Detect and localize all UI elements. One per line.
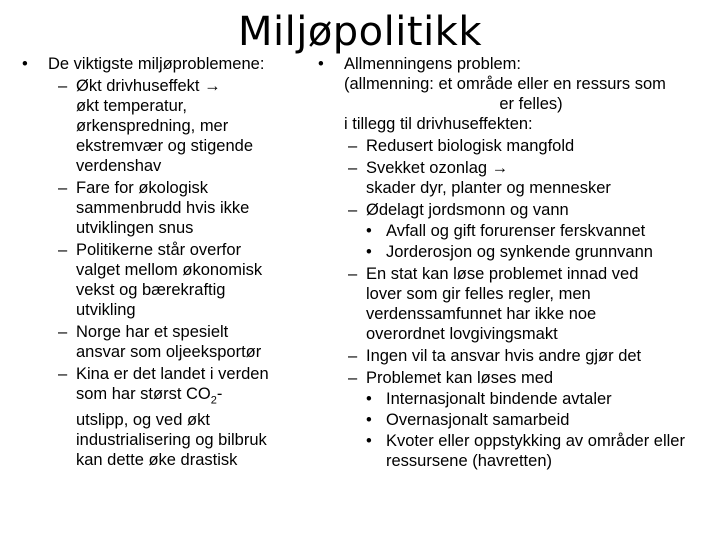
sub-list-item: • Kvoter eller oppstykking av områder eller ressursene (havretten) [366,432,685,470]
arrow-right-icon: → [204,77,221,95]
bullet-icon: • [22,55,28,73]
page-title: Miljøpolitikk [237,9,483,55]
list-item: – Politikerne står overfor valget mellom økonomisk vekst og bærekraftig utvikling [58,241,263,319]
list-item: – Problemet kan løses med • Internasjonalt bindende avtaler • Overnasjonalt samarbeid • Kvoter eller oppstykking av områder eller ressursene (havretten) [348,368,718,471]
bullet-icon: • [318,55,324,73]
list-item: – Svekket ozonlag → skader dyr, planter og mennesker [348,159,611,197]
list-item: – Ødelagt jordsmonn og vann • Avfall og gift forurenser ferskvannet • Jorderosjon og synkende grunnvann [348,201,653,261]
list-item: – Økt drivhuseffekt → økt temperatur, ørkenspredning, mer ekstremvær og stigende verdenshav [58,77,253,175]
list-item: – En stat kan løse problemet innad ved lover som gir felles regler, men verdenssamfunnet har ikke noe overordnet lovgivingsmakt [348,265,639,343]
list-item: – Fare for økologisk sammenbrudd hvis ikke utviklingen snus [58,179,250,237]
right-heading-bullet [318,54,718,74]
list-item: – Norge har et spesielt ansvar som oljeeksportør [58,323,262,361]
left-heading: De viktigste miljøproblemene: [48,55,265,73]
list-item: – Redusert biologisk mangfold [348,137,575,155]
sub-list-item: • Jorderosjon og synkende grunnvann [366,243,653,261]
right-heading: Allmenningens problem: [344,55,522,73]
sub-list-item: • Avfall og gift forurenser ferskvannet [366,222,646,240]
right-column: • Allmenningens problem: (allmenning: et område eller en ressurs som er felles) i tillegg til drivhuseffekten: – Redusert biologisk mangfold – Svekket ozonlag → skader dyr, planter og mennesker – Ødelagt jordsmonn og vann • Avfall og gift forurenser ferskvannet • Jorderosjon og synkende grunnvann – En stat kan løse problemet innad ved lover som gir felles regler, men verdenssamfunnet har ikke noe overordnet lovgivingsmakt – Ingen vil ta ansvar hvis andre gjør det – Problemet kan løses med • Internasjonalt bindende avtaler • Overnasjonalt samarbeid • Kvoter eller oppstykking av områder eller ressursene (havretten) [318,54,718,471]
list-item: – Kina er det landet i verden som har størst $CO_2-$ utslipp, og ved økt industrialisering og bilbruk kan dette øke drastisk [58,365,269,470]
left-heading-bullet [22,54,322,74]
arrow-right-icon: → [491,159,509,177]
list-item: – Ingen vil ta ansvar hvis andre gjør det [348,347,642,365]
sub-list-item: • Internasjonalt bindende avtaler [366,390,612,408]
left-column [22,54,322,470]
sub-list-item: • Overnasjonalt samarbeid [366,411,570,429]
